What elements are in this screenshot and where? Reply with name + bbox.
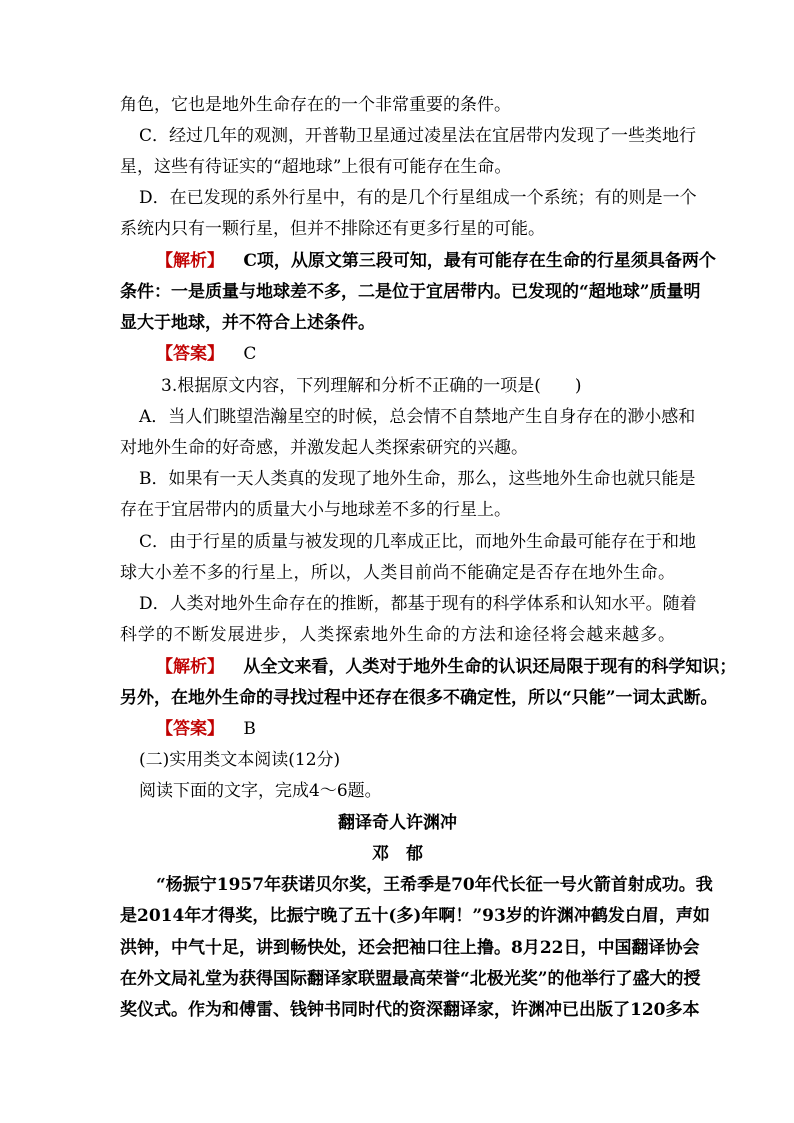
option-a-line: A．当人们眺望浩瀚星空的时候，总会情不自禁地产生自身存在的渺小感和 (139, 407, 696, 427)
article-paragraph-line: “杨振宁1957年获诺贝尔奖，王希季是70年代长征一号火箭首射成功。我 (156, 875, 713, 895)
option-d-line: D．在已发现的系外行星中，有的是几个行星组成一个系统；有的则是一个 (139, 188, 697, 208)
analysis-tag: 【解析】 (156, 657, 224, 677)
article-paragraph-line: 奖仪式。作为和傅雷、钱钟书同时代的资深翻译家，许渊冲已出版了120多本 (120, 1000, 700, 1020)
article-title: 翻译奇人许渊冲 (338, 813, 457, 833)
option-d-line: D．人类对地外生命存在的推断，都基于现有的科学体系和认知水平。随着 (139, 594, 697, 614)
analysis-text: C项，从原文第三段可知，最有可能存在生命的行星须具备两个 (243, 251, 716, 271)
text-line: 球大小差不多的行星上，所以，人类目前尚不能确定是否存在地外生命。 (120, 563, 675, 583)
answer-value: C (243, 344, 257, 364)
analysis-line (156, 656, 737, 678)
option-c-line: C．经过几年的观测，开普勒卫星通过凌星法在宜居带内发现了一些类地行 (139, 126, 697, 146)
text-line: 星，这些有待证实的“超地球”上很有可能存在生命。 (120, 157, 512, 177)
answer-line (156, 718, 675, 740)
analysis-text: 从全文来看，人类对于地外生命的认识还局限于现有的科学知识； (243, 657, 737, 677)
article-paragraph-line: 是2014年才得奖，比振宁晚了五十(多)年啊！”93岁的许渊冲鹤发白眉，声如 (120, 906, 710, 926)
analysis-line: 显大于地球，并不符合上述条件。 (120, 313, 375, 333)
option-c-line: C．由于行星的质量与被发现的几率成正比，而地外生命最可能存在于和地 (139, 532, 697, 552)
article-author: 邓 郁 (372, 844, 423, 864)
article-paragraph-line: 在外文局礼堂为获得国际翻译家联盟最高荣誉“北极光奖”的他举行了盛大的授 (120, 969, 701, 989)
option-b-line: B．如果有一天人类真的发现了地外生命，那么，这些地外生命也就只能是 (139, 469, 696, 489)
analysis-line: 条件：一是质量与地球差不多，二是位于宜居带内。已发现的“超地球”质量明 (120, 282, 701, 302)
text-line: 角色，它也是地外生命存在的一个非常重要的条件。 (120, 95, 511, 115)
answer-line (156, 343, 675, 365)
answer-tag: 【答案】 (156, 719, 224, 739)
article-paragraph-line: 洪钟，中气十足，讲到畅快处，还会把袖口往上撸。8月22日，中国翻译协会 (120, 938, 700, 958)
text-line: 科学的不断发展进步，人类探索地外生命的方法和途径将会越来越多。 (120, 625, 675, 645)
instruction-line: 阅读下面的文字，完成4～6题。 (139, 781, 382, 801)
question-3: 3.根据原文内容，下列理解和分析不正确的一项是( ) (161, 376, 582, 396)
text-line: 存在于宜居带内的质量大小与地球差不多的行星上。 (120, 500, 511, 520)
answer-value: B (243, 719, 256, 739)
answer-tag: 【答案】 (156, 344, 224, 364)
analysis-tag: 【解析】 (156, 251, 224, 271)
analysis-line (156, 250, 716, 272)
analysis-line: 另外，在地外生命的寻找过程中还存在很多不确定性，所以“只能”一词太武断。 (120, 688, 718, 708)
text-line: 对地外生命的好奇感，并激发起人类探索研究的兴趣。 (120, 438, 528, 458)
text-line: 系统内只有一颗行星，但并不排除还有更多行星的可能。 (120, 219, 545, 239)
section-heading: (二)实用类文本阅读(12分) (139, 750, 341, 770)
